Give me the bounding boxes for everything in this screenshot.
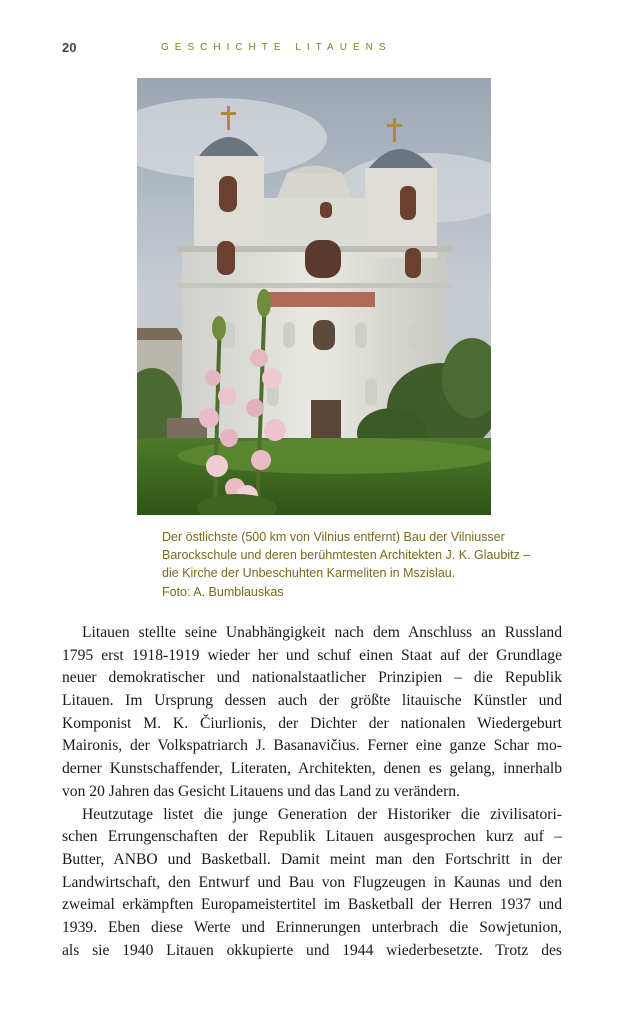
text-line: Litauen stellte seine Unabhängigkeit nach dem Anschluss an Russland [82, 624, 562, 641]
text-line: 1939. Eben diese Werte und Erinnerungen unterbrach die Sowjetunion, [62, 918, 562, 936]
text-line: derner Kunstschaffender, Literaten, Architekten, denen es gelang, innerhalb [62, 760, 562, 778]
text-line: als sie 1940 Litauen okkupierte und 1944 wiederbesetzte. Trotz des [62, 941, 562, 959]
text-line: 1795 erst 1918-1919 wieder her und schuf einen Staat auf der Grundlage [62, 646, 562, 664]
caption-line: Der östlichste (500 km von Vilnius entfernt) Bau der Vilniusser [162, 530, 505, 544]
page-number: 20 [62, 40, 77, 55]
text-line: schen Errungenschaften der Republik Litauen ausgesprochen kurz auf – [62, 828, 562, 846]
text-line: Maironis, der Volkspatriarch J. Basanavičius. Ferner eine ganze Schar mo- [62, 737, 562, 755]
figure-caption [162, 528, 562, 601]
text-line: Komponist M. K. Čiurlionis, der Dichter der nationalen Wiedergeburt [62, 714, 562, 732]
body-text [62, 622, 562, 962]
text-line: neuer demokratischer und nationalstaatlicher Prinzipien – die Republik [62, 669, 562, 687]
text-line: Heutzutage listet die junge Generation der Historiker die zivilisatori- [82, 805, 562, 823]
caption-line: die Kirche der Unbeschuhten Karmeliten in Mszislau. [162, 566, 456, 581]
caption-line: Barockschule und deren berühmtesten Architekten J. K. Glaubitz – [162, 548, 531, 563]
text-line: Butter, ANBO und Basketball. Damit meint man den Fortschritt in der [62, 850, 562, 868]
text-line: Litauen. Im Ursprung dessen auch der größte litauische Künstler und [62, 692, 562, 710]
caption-credit: Foto: A. Bumblauskas [162, 584, 284, 599]
running-head: GESCHICHTE LITAUENS [161, 42, 392, 53]
church-photo [137, 78, 491, 515]
text-line: zweimal erkämpften Europameistertitel im Basketball der Herren 1937 und [62, 896, 562, 914]
text-line: von 20 Jahren das Gesicht Litauens und das Land zu verändern. [62, 782, 460, 800]
text-line: Landwirtschaft, den Entwurf und Bau von Flugzeugen in Kaunas und den [62, 873, 562, 891]
